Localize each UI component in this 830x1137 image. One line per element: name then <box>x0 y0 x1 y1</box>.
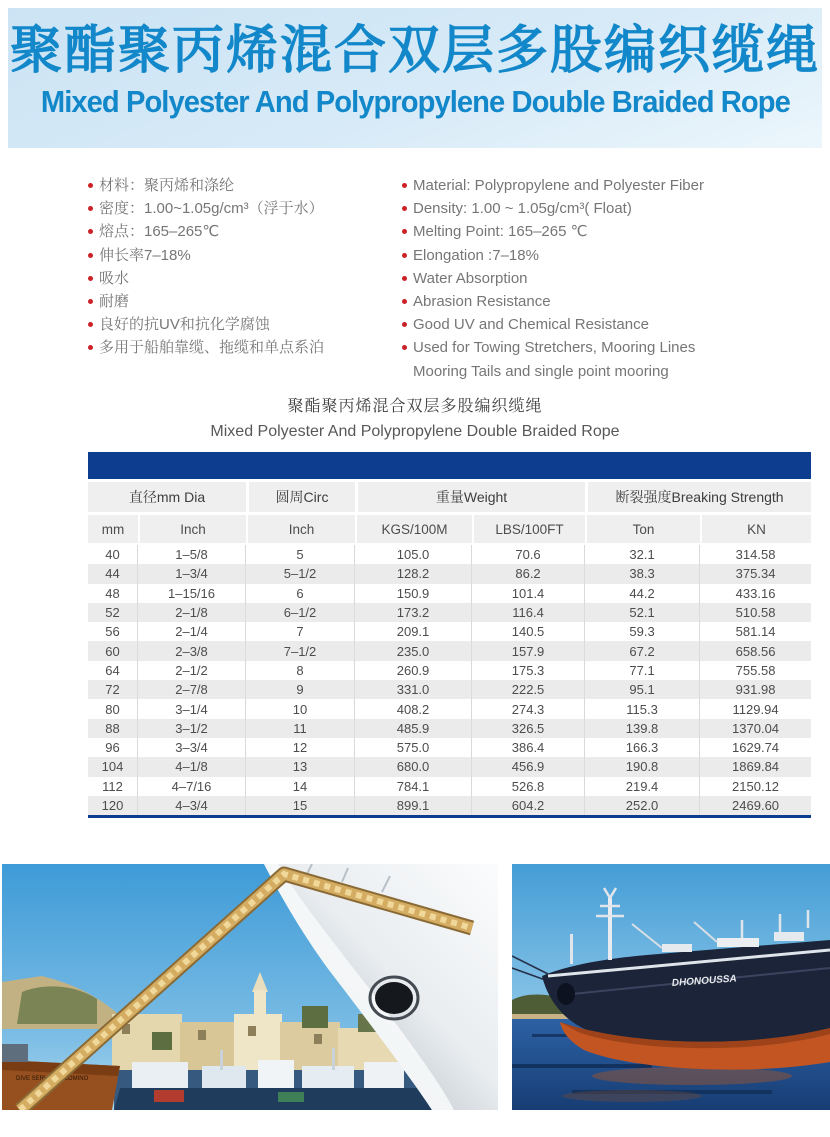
col-group-circumference: 圆周Circ <box>246 482 355 515</box>
table-cell: 32.1 <box>585 545 700 564</box>
table-cell: 52 <box>88 603 138 622</box>
bullet-dot-icon <box>88 299 93 304</box>
table-cell: 433.16 <box>700 584 811 603</box>
header-band <box>8 8 822 148</box>
table-cell: 2–1/4 <box>138 622 246 641</box>
col-group-diameter: 直径mm Dia <box>88 482 246 515</box>
spec-list-english <box>402 174 812 383</box>
table-cell: 331.0 <box>355 680 472 699</box>
table-cell: 60 <box>88 641 138 660</box>
table-cell: 173.2 <box>355 603 472 622</box>
table-cell: 209.1 <box>355 622 472 641</box>
page-title-english: Mixed Polyester And Polypropylene Double Braided Rope <box>40 84 790 119</box>
spec-item <box>88 197 402 220</box>
spec-item-text: Elongation :7–18% <box>413 246 539 264</box>
table-cell: 4–3/4 <box>138 796 246 815</box>
table-cell: 3–1/4 <box>138 699 246 718</box>
bullet-dot-icon <box>402 276 407 281</box>
spec-item <box>402 244 812 267</box>
table-cell: 260.9 <box>355 661 472 680</box>
spec-item-text: 材料：聚丙烯和涤纶 <box>99 177 235 194</box>
spec-item <box>88 336 402 359</box>
table-cell: 86.2 <box>472 564 585 583</box>
spec-item-text: Water Absorption <box>413 269 528 287</box>
harbor-bow-photo-svg <box>2 864 498 1110</box>
table-row <box>88 545 811 564</box>
table-cell: 2–1/2 <box>138 661 246 680</box>
table-row <box>88 719 811 738</box>
spec-item-text: 多用于船舶靠缆、拖缆和单点系泊 <box>99 339 325 357</box>
table-cell: 2–1/8 <box>138 603 246 622</box>
bullet-dot-icon <box>402 253 407 258</box>
bullet-dot-icon <box>402 322 407 327</box>
table-bottom-navy-bar <box>88 815 811 818</box>
col-header-kn: KN <box>700 515 811 545</box>
bullet-dot-icon <box>88 345 93 350</box>
table-row <box>88 584 811 603</box>
table-row <box>88 680 811 699</box>
table-cell: 314.58 <box>700 545 811 564</box>
spec-item-text: Material: Polypropylene and Polyester Fiber <box>413 177 704 194</box>
spec-item <box>402 197 812 220</box>
table-cell: 680.0 <box>355 757 472 776</box>
table-cell: 2–3/8 <box>138 641 246 660</box>
table-row <box>88 757 811 776</box>
spec-item-text: 吸水 <box>99 269 130 287</box>
bullet-dot-icon <box>402 206 407 211</box>
table-cell: 116.4 <box>472 603 585 622</box>
table-subtitle-chinese: 聚酯聚丙烯混合双层多股编织缆绳 <box>287 398 543 415</box>
spec-item-text: 密度：1.00~1.05g/cm³（浮于水） <box>99 200 324 218</box>
table-top-navy-bar <box>88 452 811 479</box>
table-cell: 80 <box>88 699 138 718</box>
bullet-dot-icon <box>88 183 93 188</box>
table-cell: 120 <box>88 796 138 815</box>
table-cell: 59.3 <box>585 622 700 641</box>
table-cell: 755.58 <box>700 661 811 680</box>
table-cell: 7 <box>246 622 355 641</box>
table-body <box>88 545 811 815</box>
table-cell: 1129.94 <box>700 699 811 718</box>
col-header-inch-circ: Inch <box>246 515 355 545</box>
col-header-lbs: LBS/100FT <box>472 515 585 545</box>
table-cell: 88 <box>88 719 138 738</box>
table-cell: 219.4 <box>585 777 700 796</box>
table-row <box>88 641 811 660</box>
spec-item-text: 伸长率7–18% <box>99 246 191 264</box>
table-cell: 67.2 <box>585 641 700 660</box>
table-cell: 40 <box>88 545 138 564</box>
table-cell: 12 <box>246 738 355 757</box>
table-cell: 101.4 <box>472 584 585 603</box>
table-cell: 10 <box>246 699 355 718</box>
bullet-dot-icon <box>88 276 93 281</box>
bullet-dot-icon <box>402 299 407 304</box>
table-cell: 581.14 <box>700 622 811 641</box>
table-cell: 604.2 <box>472 796 585 815</box>
spec-item <box>402 313 812 336</box>
hawse-hole <box>375 982 413 1014</box>
table-cell: 235.0 <box>355 641 472 660</box>
table-cell: 15 <box>246 796 355 815</box>
spec-item <box>402 174 812 197</box>
spec-item <box>402 267 812 290</box>
spec-item-text: Melting Point: 165–265 ℃ <box>413 223 588 241</box>
table-cell: 140.5 <box>472 622 585 641</box>
table-cell: 1869.84 <box>700 757 811 776</box>
table-cell: 658.56 <box>700 641 811 660</box>
col-group-weight: 重量Weight <box>355 482 585 515</box>
spec-item <box>88 174 402 197</box>
spec-item <box>88 267 402 290</box>
table-row <box>88 738 811 757</box>
table-cell: 252.0 <box>585 796 700 815</box>
tanker-photo <box>512 864 830 1110</box>
anchor <box>557 983 575 1005</box>
table-cell: 115.3 <box>585 699 700 718</box>
table-cell: 510.58 <box>700 603 811 622</box>
spec-table <box>88 482 811 815</box>
table-cell: 3–1/2 <box>138 719 246 738</box>
spec-item <box>88 290 402 313</box>
spec-item-text: Density: 1.00 ~ 1.05g/cm³( Float) <box>413 200 632 218</box>
table-cell: 150.9 <box>355 584 472 603</box>
spec-item-text: Mooring Tails and single point mooring <box>413 362 669 380</box>
table-cell: 96 <box>88 738 138 757</box>
spec-item <box>88 244 402 267</box>
table-cell: 5–1/2 <box>246 564 355 583</box>
table-cell: 56 <box>88 622 138 641</box>
table-cell: 52.1 <box>585 603 700 622</box>
table-cell: 166.3 <box>585 738 700 757</box>
table-cell: 274.3 <box>472 699 585 718</box>
table-cell: 1–5/8 <box>138 545 246 564</box>
table-cell: 326.5 <box>472 719 585 738</box>
table-cell: 5 <box>246 545 355 564</box>
col-header-kgs: KGS/100M <box>355 515 472 545</box>
table-cell: 139.8 <box>585 719 700 738</box>
col-group-breaking-strength: 断裂强度Breaking Strength <box>585 482 811 515</box>
table-cell: 4–1/8 <box>138 757 246 776</box>
table-cell: 44 <box>88 564 138 583</box>
table-cell: 4–7/16 <box>138 777 246 796</box>
table-cell: 1370.04 <box>700 719 811 738</box>
table-cell: 6–1/2 <box>246 603 355 622</box>
bullet-dot-icon <box>88 206 93 211</box>
table-cell: 1–15/16 <box>138 584 246 603</box>
bullet-dot-icon <box>88 229 93 234</box>
table-cell: 105.0 <box>355 545 472 564</box>
spec-item-text: Abrasion Resistance <box>413 293 551 311</box>
bullet-dot-icon <box>88 322 93 327</box>
table-cell: 8 <box>246 661 355 680</box>
table-cell: 70.6 <box>472 545 585 564</box>
spec-item-text: 耐磨 <box>99 293 130 311</box>
ship-name-text: DHONOUSSA <box>671 973 738 989</box>
table-cell: 14 <box>246 777 355 796</box>
table-cell: 77.1 <box>585 661 700 680</box>
spec-item-text: Used for Towing Stretchers, Mooring Lines <box>413 339 696 357</box>
table-cell: 2–7/8 <box>138 680 246 699</box>
table-cell: 11 <box>246 719 355 738</box>
spec-item <box>402 360 812 383</box>
table-group-header-row <box>88 482 811 515</box>
table-cell: 784.1 <box>355 777 472 796</box>
table-cell: 38.3 <box>585 564 700 583</box>
table-cell: 128.2 <box>355 564 472 583</box>
spec-item-text: 熔点：165–265℃ <box>99 223 220 241</box>
table-cell: 222.5 <box>472 680 585 699</box>
table-sub-header-row <box>88 515 811 545</box>
table-cell: 375.34 <box>700 564 811 583</box>
table-row <box>88 699 811 718</box>
table-cell: 7–1/2 <box>246 641 355 660</box>
spec-section <box>88 174 812 383</box>
spec-table-section <box>88 452 811 818</box>
table-cell: 72 <box>88 680 138 699</box>
harbor-bow-photo <box>2 864 498 1110</box>
bullet-dot-icon <box>88 253 93 258</box>
table-cell: 386.4 <box>472 738 585 757</box>
table-cell: 190.8 <box>585 757 700 776</box>
table-row <box>88 796 811 815</box>
table-cell: 6 <box>246 584 355 603</box>
table-cell: 526.8 <box>472 777 585 796</box>
spec-list-chinese <box>88 174 402 383</box>
col-header-mm: mm <box>88 515 138 545</box>
table-cell: 44.2 <box>585 584 700 603</box>
spec-item <box>88 313 402 336</box>
table-cell: 157.9 <box>472 641 585 660</box>
table-cell: 112 <box>88 777 138 796</box>
table-cell: 408.2 <box>355 699 472 718</box>
table-cell: 456.9 <box>472 757 585 776</box>
table-subtitle <box>0 393 830 441</box>
table-cell: 2469.60 <box>700 796 811 815</box>
table-cell: 13 <box>246 757 355 776</box>
table-cell: 1629.74 <box>700 738 811 757</box>
tanker-photo-svg <box>512 864 830 1110</box>
table-cell: 9 <box>246 680 355 699</box>
table-cell: 48 <box>88 584 138 603</box>
table-row <box>88 777 811 796</box>
table-subtitle-english: Mixed Polyester And Polypropylene Double Braided Rope <box>210 423 620 440</box>
table-row <box>88 622 811 641</box>
spec-item <box>88 220 402 243</box>
table-cell: 3–3/4 <box>138 738 246 757</box>
boat-name-text: DIVE SERVICES COMINO <box>16 1076 89 1082</box>
table-cell: 575.0 <box>355 738 472 757</box>
spec-item <box>402 336 812 359</box>
bullet-dot-icon <box>402 345 407 350</box>
spec-item-text: Good UV and Chemical Resistance <box>413 316 649 334</box>
table-cell: 485.9 <box>355 719 472 738</box>
spec-item <box>402 220 812 243</box>
spec-item-text: 良好的抗UV和抗化学腐蚀 <box>99 316 270 334</box>
col-header-inch-dia: Inch <box>138 515 246 545</box>
bullet-dot-icon <box>402 183 407 188</box>
page-title-chinese: 聚酯聚丙烯混合双层多股编织缆绳 <box>9 22 820 80</box>
table-row <box>88 603 811 622</box>
table-cell: 931.98 <box>700 680 811 699</box>
table-cell: 175.3 <box>472 661 585 680</box>
table-row <box>88 661 811 680</box>
table-row <box>88 564 811 583</box>
spec-item <box>402 290 812 313</box>
table-cell: 95.1 <box>585 680 700 699</box>
bullet-dot-icon <box>402 229 407 234</box>
table-cell: 104 <box>88 757 138 776</box>
table-cell: 1–3/4 <box>138 564 246 583</box>
table-cell: 64 <box>88 661 138 680</box>
col-header-ton: Ton <box>585 515 700 545</box>
table-cell: 899.1 <box>355 796 472 815</box>
table-cell: 2150.12 <box>700 777 811 796</box>
